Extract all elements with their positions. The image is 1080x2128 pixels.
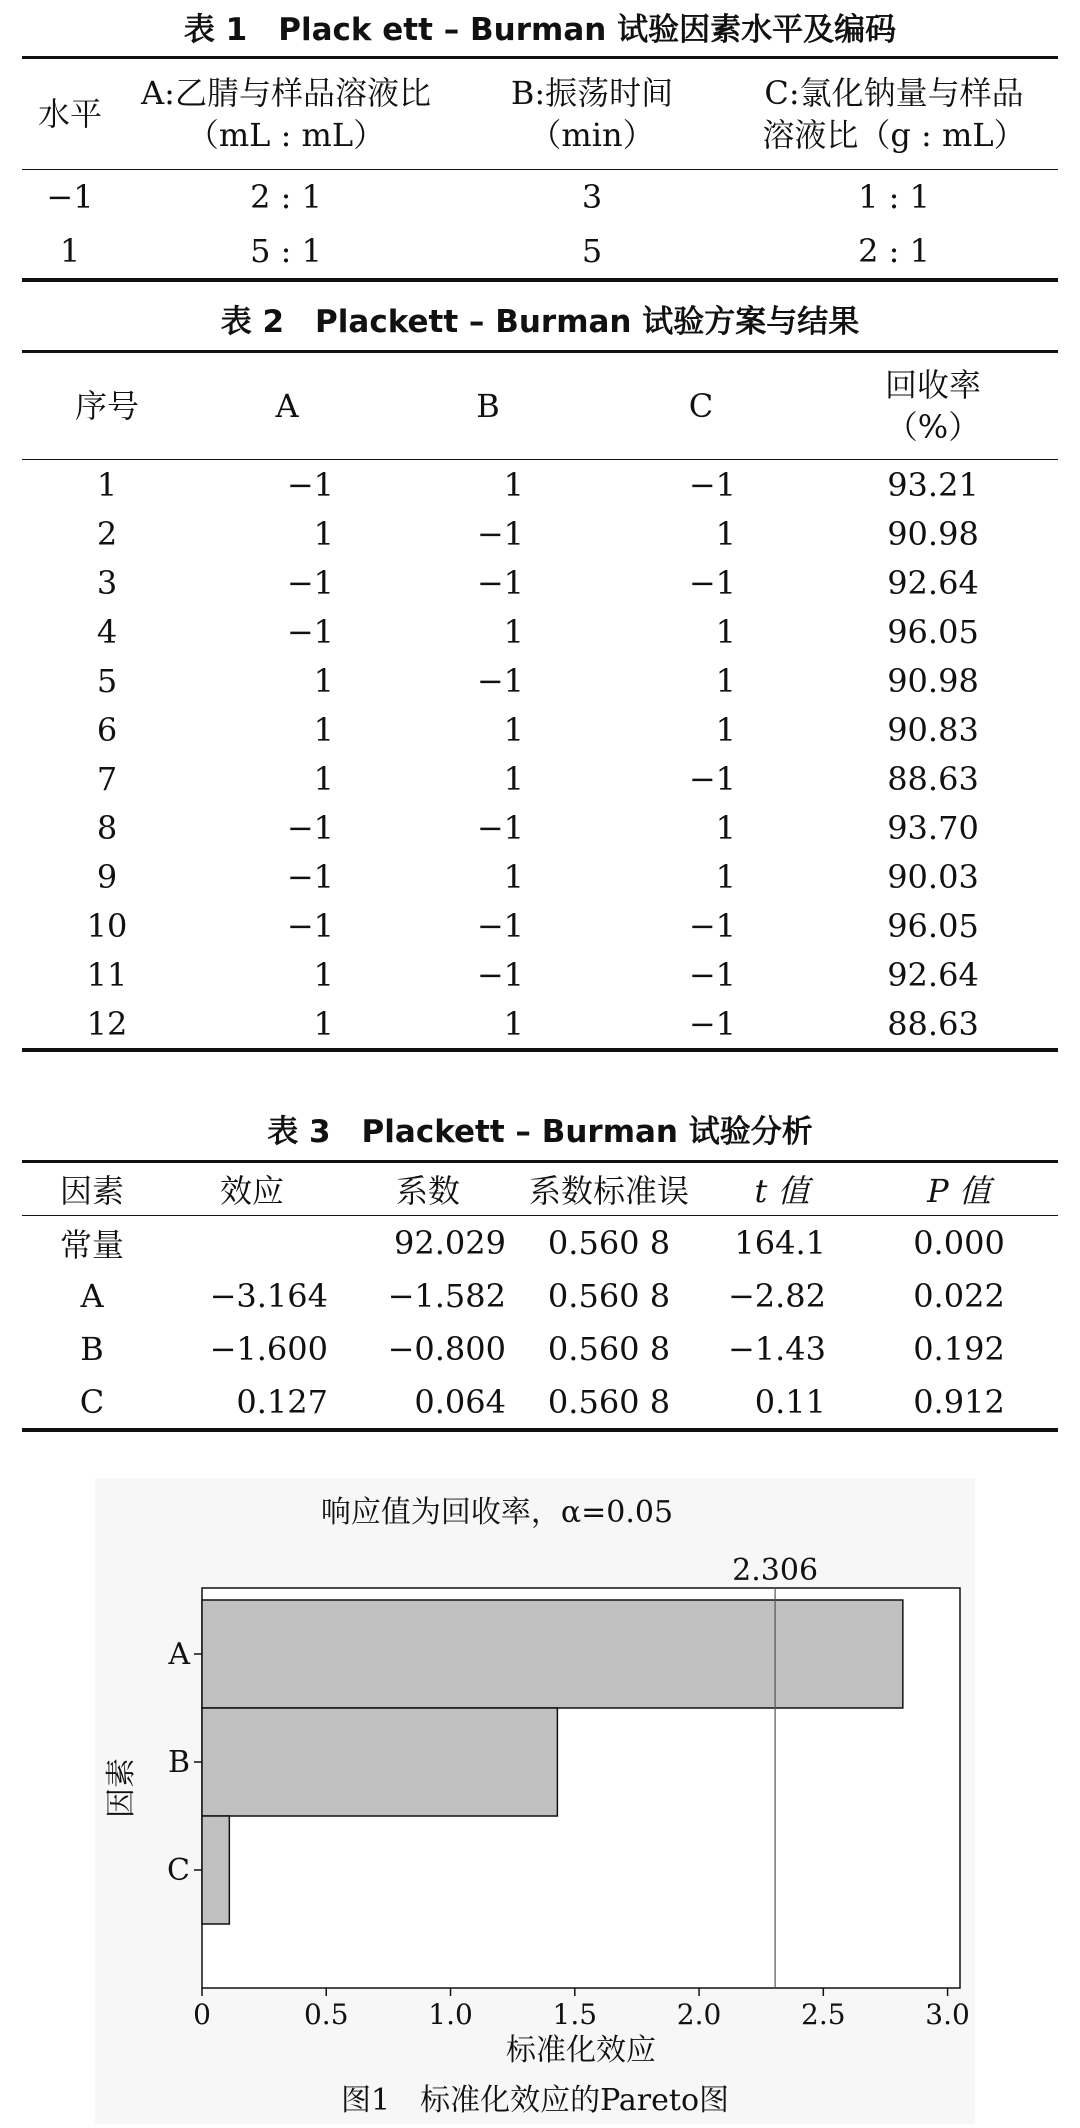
table2-cell-c: 1 — [715, 661, 736, 700]
table2-cell-b: −1 — [476, 563, 524, 602]
table2-cell-c: 1 — [715, 857, 736, 896]
table2-cell-c: 1 — [715, 514, 736, 553]
table3-header-factor: 因素 — [22, 1162, 162, 1216]
x-tick-label: 1.0 — [428, 1998, 473, 2031]
table-row — [22, 509, 1058, 558]
table3-cell-p: 0.192 — [913, 1329, 1005, 1368]
table2-cell-b: −1 — [476, 661, 524, 700]
table2-cell-b: 1 — [503, 759, 524, 798]
table2-cell-c: −1 — [688, 955, 736, 994]
table3-header-t: t 值 — [704, 1162, 860, 1216]
bar-A — [202, 1600, 903, 1708]
table3-cell-coef: −1.582 — [387, 1276, 506, 1315]
table2-cell-b: −1 — [476, 514, 524, 553]
table2-header-c: C — [594, 352, 808, 460]
table1-header-a — [118, 58, 454, 170]
table-row — [22, 803, 1058, 852]
table2-cell-a: −1 — [286, 612, 334, 651]
table2-cell-rate: 90.83 — [887, 710, 979, 749]
y-category-label: A — [168, 1637, 190, 1672]
bar-B — [202, 1708, 557, 1816]
chart-title: 响应值为回收率，α=0.05 — [320, 1495, 674, 1530]
table2-cell-no: 5 — [96, 661, 118, 700]
table2-header-row — [22, 352, 1058, 460]
table3-cell-se: 0.560 8 — [547, 1382, 671, 1421]
table3-cell-effect: −3.164 — [209, 1276, 328, 1315]
table3-cell-t: 164.1 — [734, 1223, 826, 1262]
x-tick-label: 1.5 — [552, 1998, 598, 2031]
table3-cell-p: 0.000 — [913, 1223, 1005, 1262]
table2-cell-a: −1 — [286, 465, 334, 504]
table3-header-coef: 系数 — [342, 1162, 514, 1216]
table3-cell-effect — [162, 1216, 342, 1270]
table2-cell-a: 1 — [313, 661, 334, 700]
table2-header-a: A — [192, 352, 382, 460]
table2-body — [22, 460, 1058, 1051]
table2-cell-no: 10 — [86, 906, 128, 945]
table2-cell-no: 11 — [86, 955, 128, 994]
table2-cell-b: −1 — [476, 955, 524, 994]
table2-cell-rate: 93.21 — [887, 465, 979, 504]
table3-body — [22, 1216, 1058, 1431]
table3-header-se: 系数标准误 — [514, 1162, 704, 1216]
table1-header-b-line1: B:振荡时间 — [510, 74, 674, 112]
table3-cell-effect: 0.127 — [236, 1382, 328, 1421]
table3-cell-factor: A — [80, 1276, 104, 1315]
table-row — [22, 852, 1058, 901]
table2-cell-c: 1 — [715, 808, 736, 847]
table2-cell-a: −1 — [286, 563, 334, 602]
y-category-label: C — [167, 1853, 190, 1888]
x-tick-label: 2.0 — [676, 1998, 722, 2031]
table1-header-row — [22, 58, 1058, 170]
table1-caption: 表 1 Plack ett – Burman 试验因素水平及编码 — [183, 12, 897, 48]
table2-cell-b: 1 — [503, 857, 524, 896]
table1 — [22, 56, 1058, 282]
table2-cell-a: −1 — [286, 808, 334, 847]
table2-cell-rate: 88.63 — [887, 759, 979, 798]
x-tick-label: 0.5 — [303, 1998, 349, 2031]
table-row — [22, 170, 1058, 225]
table2-cell-no: 12 — [86, 1004, 128, 1043]
table3-header-effect: 效应 — [162, 1162, 342, 1216]
table3-cell-factor: 常量 — [59, 1225, 124, 1264]
figure1 — [95, 1478, 975, 2124]
table1-cell-c: 1 : 1 — [858, 178, 930, 216]
table-row — [22, 607, 1058, 656]
table3-header-p: P 值 — [860, 1162, 1058, 1216]
table2-cell-b: 1 — [503, 465, 524, 504]
table2-cell-no: 3 — [96, 563, 118, 602]
table3-cell-se: 0.560 8 — [547, 1223, 671, 1262]
table1-cell-a: 2 : 1 — [250, 178, 322, 216]
table1-cell-c: 2 : 1 — [858, 232, 930, 270]
table3-cell-coef: 92.029 — [394, 1223, 506, 1262]
table2-header-no: 序号 — [22, 352, 192, 460]
table2-cell-c: −1 — [688, 465, 736, 504]
x-tick-label: 3.0 — [925, 1998, 970, 2031]
table2 — [22, 350, 1058, 1052]
table-row — [22, 950, 1058, 999]
table-row — [22, 999, 1058, 1050]
table3-cell-t: 0.11 — [754, 1382, 826, 1421]
table-row — [22, 705, 1058, 754]
table2-cell-rate: 93.70 — [887, 808, 979, 847]
figure-caption: 图1 标准化效应的Pareto图 — [340, 2083, 730, 2118]
table-row — [22, 1216, 1058, 1270]
table3-cell-effect: −1.600 — [209, 1329, 328, 1368]
table3-cell-coef: 0.064 — [414, 1382, 506, 1421]
table2-cell-b: 1 — [503, 1004, 524, 1043]
table3-header-row — [22, 1162, 1058, 1216]
table1-header-c — [730, 58, 1058, 170]
table3 — [22, 1160, 1058, 1432]
table2-cell-b: −1 — [476, 808, 524, 847]
table1-header-level: 水平 — [22, 58, 118, 170]
table2-cell-a: −1 — [286, 857, 334, 896]
table3-cell-coef: −0.800 — [387, 1329, 506, 1368]
table2-cell-rate: 92.64 — [887, 563, 979, 602]
table2-cell-no: 1 — [96, 465, 118, 504]
table2-header-b: B — [382, 352, 594, 460]
table2-cell-b: 1 — [503, 710, 524, 749]
table-row — [22, 460, 1058, 510]
table1-header-c-line2: 溶液比（g : mL） — [762, 116, 1026, 154]
table2-cell-a: 1 — [313, 759, 334, 798]
table2-cell-rate: 96.05 — [887, 612, 979, 651]
table2-cell-no: 9 — [96, 857, 118, 896]
table3-caption: 表 3 Plackett – Burman 试验分析 — [267, 1114, 813, 1150]
table3-cell-se: 0.560 8 — [547, 1329, 671, 1368]
table3-cell-factor: B — [80, 1329, 104, 1368]
table2-cell-rate: 96.05 — [887, 906, 979, 945]
table3-cell-p: 0.912 — [913, 1382, 1005, 1421]
table2-cell-a: 1 — [313, 710, 334, 749]
table1-cell-level: 1 — [59, 232, 81, 270]
table-row — [22, 901, 1058, 950]
table2-cell-c: −1 — [688, 906, 736, 945]
table1-cell-a: 5 : 1 — [250, 232, 322, 270]
table1-header-b — [454, 58, 730, 170]
table2-cell-c: −1 — [688, 1004, 736, 1043]
table2-cell-b: 1 — [503, 612, 524, 651]
table3-cell-p: 0.022 — [913, 1276, 1005, 1315]
table3-cell-se: 0.560 8 — [547, 1276, 671, 1315]
table1-header-b-line2: （min） — [529, 116, 655, 154]
table2-cell-rate: 90.03 — [887, 857, 979, 896]
table2-cell-a: −1 — [286, 906, 334, 945]
table2-cell-c: 1 — [715, 612, 736, 651]
table2-header-rate-line2: （%） — [885, 408, 981, 446]
table2-cell-rate: 90.98 — [887, 514, 979, 553]
table1-header-a-line2: （mL : mL） — [186, 116, 386, 154]
table3-cell-t: −1.43 — [727, 1329, 826, 1368]
table1-header-c-line1: C:氯化钠量与样品 — [764, 74, 1024, 112]
table2-cell-c: −1 — [688, 759, 736, 798]
table2-header-rate — [808, 352, 1058, 460]
table2-cell-rate: 90.98 — [887, 661, 979, 700]
x-axis-label: 标准化效应 — [506, 2033, 656, 2068]
bar-C — [202, 1816, 229, 1924]
table-row — [22, 558, 1058, 607]
table2-cell-a: 1 — [313, 955, 334, 994]
table2-cell-no: 4 — [96, 612, 118, 651]
table-row — [22, 1375, 1058, 1430]
table1-cell-b: 5 — [581, 232, 603, 270]
table2-caption: 表 2 Plackett – Burman 试验方案与结果 — [220, 304, 860, 340]
y-category-label: B — [167, 1745, 190, 1780]
table-row — [22, 656, 1058, 705]
table3-cell-t: −2.82 — [727, 1276, 826, 1315]
table2-cell-a: 1 — [313, 1004, 334, 1043]
table2-cell-rate: 92.64 — [887, 955, 979, 994]
table-row — [22, 754, 1058, 803]
table3-cell-factor: C — [79, 1382, 105, 1421]
x-tick-label: 0 — [193, 1998, 211, 2031]
table2-cell-no: 7 — [96, 759, 118, 798]
reference-line-label: 2.306 — [732, 1553, 819, 1588]
table1-cell-b: 3 — [581, 178, 603, 216]
table2-cell-c: −1 — [688, 563, 736, 602]
table-row — [22, 1269, 1058, 1322]
table-row — [22, 224, 1058, 280]
table1-cell-level: −1 — [46, 178, 94, 216]
table2-cell-no: 2 — [96, 514, 118, 553]
table-row — [22, 1322, 1058, 1375]
y-axis-label: 因素 — [104, 1758, 139, 1818]
table1-header-a-line1: A:乙腈与样品溶液比 — [141, 74, 431, 112]
table2-cell-no: 8 — [96, 808, 118, 847]
table2-cell-a: 1 — [313, 514, 334, 553]
x-tick-label: 2.5 — [801, 1998, 846, 2031]
table2-cell-b: −1 — [476, 906, 524, 945]
table2-cell-no: 6 — [96, 710, 118, 749]
table2-header-rate-line1: 回收率 — [884, 366, 981, 404]
table2-cell-c: 1 — [715, 710, 736, 749]
pareto-chart — [95, 1478, 975, 2124]
table2-cell-rate: 88.63 — [887, 1004, 979, 1043]
